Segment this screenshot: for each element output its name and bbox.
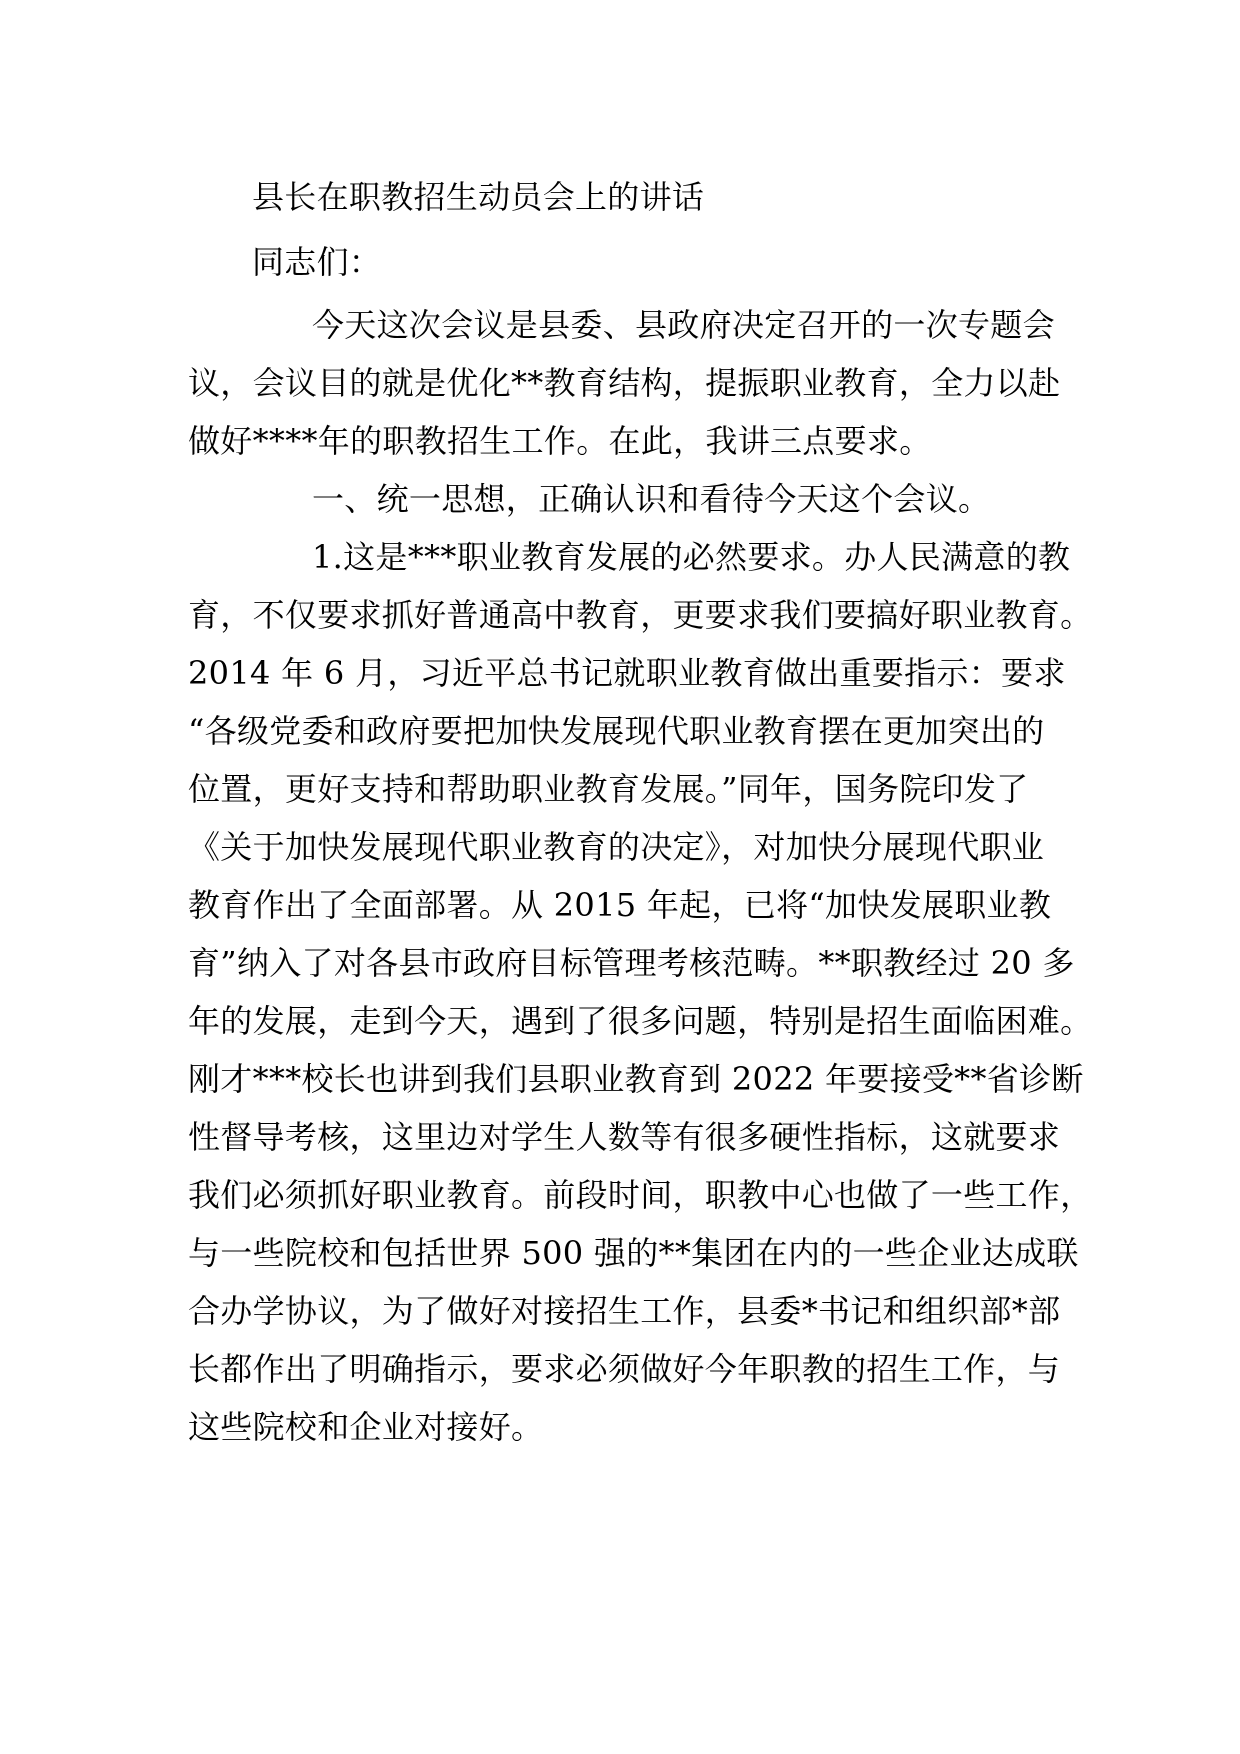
document-title: 县长在职教招生动员会上的讲话 bbox=[252, 178, 705, 216]
body-line: 与一些院校和包括世界 500 强的**集团在内的一些企业达成联 bbox=[188, 1234, 1079, 1272]
body-line: 2014 年 6 月，习近平总书记就职业教育做出重要指示：要求 bbox=[188, 654, 1066, 692]
body-line: 议，会议目的就是优化**教育结构，提振职业教育，全力以赴 bbox=[188, 364, 1061, 402]
body-line: 做好****年的职教招生工作。在此，我讲三点要求。 bbox=[188, 422, 932, 460]
body-line: 长都作出了明确指示，要求必须做好今年职教的招生工作，与 bbox=[188, 1350, 1061, 1388]
body-line: 育，不仅要求抓好普通高中教育，更要求我们要搞好职业教育。 bbox=[188, 596, 1093, 634]
body-line: 1.这是***职业教育发展的必然要求。办人民满意的教 bbox=[312, 538, 1071, 576]
salutation: 同志们： bbox=[252, 243, 382, 281]
body-line: 这些院校和企业对接好。 bbox=[188, 1408, 544, 1446]
body-line: 《关于加快发展现代职业教育的决定》，对加快分展现代职业 bbox=[188, 828, 1045, 866]
body-line: 年的发展，走到今天，遇到了很多问题，特别是招生面临困难。 bbox=[188, 1002, 1093, 1040]
body-line: “各级党委和政府要把加快发展现代职业教育摆在更加突出的 bbox=[188, 712, 1045, 750]
section-heading: 一、统一思想，正确认识和看待今天这个会议。 bbox=[312, 480, 991, 518]
body-line: 教育作出了全面部署。从 2015 年起，已将“加快发展职业教 bbox=[188, 886, 1052, 924]
body-line: 性督导考核，这里边对学生人数等有很多硬性指标，这就要求 bbox=[188, 1118, 1061, 1156]
body-line: 育”纳入了对各县市政府目标管理考核范畴。**职教经过 20 多 bbox=[188, 944, 1075, 982]
body-line: 刚才***校长也讲到我们县职业教育到 2022 年要接受**省诊断 bbox=[188, 1060, 1084, 1098]
body-line: 我们必须抓好职业教育。前段时间，职教中心也做了一些工作， bbox=[188, 1176, 1093, 1214]
body-line: 今天这次会议是县委、县政府决定召开的一次专题会 bbox=[312, 306, 1055, 344]
body-line: 合办学协议，为了做好对接招生工作，县委*书记和组织部*部 bbox=[188, 1292, 1061, 1330]
body-line: 位置，更好支持和帮助职业教育发展。”同年，国务院印发了 bbox=[188, 770, 1029, 808]
